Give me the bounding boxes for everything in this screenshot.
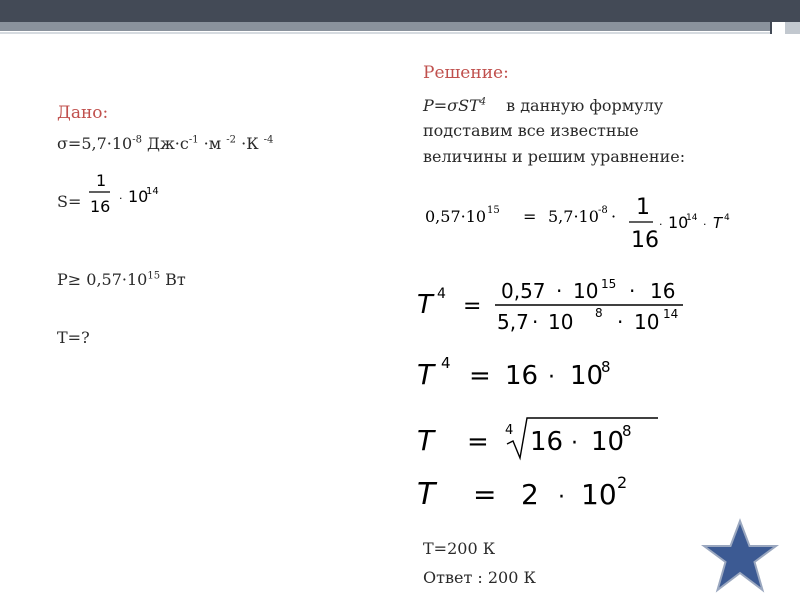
svg-text:·: · (617, 310, 624, 334)
svg-text:16: 16 (530, 427, 564, 457)
svg-text:4: 4 (441, 354, 451, 372)
svg-text:16: 16 (650, 279, 676, 303)
svg-text:T: T (417, 358, 435, 391)
svg-text:10: 10 (548, 310, 574, 334)
svg-text:8: 8 (595, 306, 603, 320)
svg-text:14: 14 (663, 307, 679, 321)
svg-text:4: 4 (505, 423, 514, 438)
svg-text:·: · (629, 279, 636, 303)
svg-text:10: 10 (128, 187, 149, 206)
svg-text:16: 16 (631, 228, 659, 253)
svg-text:·: · (571, 431, 578, 456)
svg-text:=: = (469, 361, 491, 391)
top-stripe (0, 22, 800, 31)
svg-text:4: 4 (437, 286, 446, 302)
svg-text:·: · (558, 485, 565, 510)
top-bar (0, 0, 800, 22)
equation-answer (413, 472, 673, 518)
svg-text:·: · (611, 207, 617, 226)
svg-text:16: 16 (505, 361, 539, 391)
area-label: S= (57, 192, 82, 211)
svg-text:·: · (703, 218, 707, 231)
svg-text:T: T (713, 214, 723, 232)
instruction-line-2: подставим все известные (423, 121, 639, 140)
svg-text:10: 10 (573, 279, 599, 303)
svg-text:=: = (467, 427, 489, 457)
svg-text:4: 4 (724, 213, 730, 223)
svg-text:=: = (473, 478, 497, 511)
equation-simplified (413, 352, 653, 398)
svg-text:8: 8 (601, 358, 611, 376)
svg-text:10: 10 (581, 478, 617, 511)
svg-text:-8: -8 (598, 205, 608, 216)
equation-substitution (423, 192, 743, 254)
svg-text:·: · (659, 218, 663, 231)
svg-text:1: 1 (636, 195, 650, 220)
find-value: T=? (57, 328, 90, 347)
svg-text:·: · (119, 192, 123, 205)
svg-text:14: 14 (686, 213, 698, 223)
svg-text:5,7: 5,7 (497, 310, 529, 334)
given-heading: Дано: (57, 103, 109, 123)
svg-text:2: 2 (521, 478, 539, 511)
solution-heading: Решение: (423, 63, 509, 83)
sigma-value: $\sigma=5,7\cdot 10^{-8}$ $Дж\cdot с^{-1} \cdot м$ $^{-2}$ ·К $^{-4}$ (57, 134, 274, 153)
star-icon (700, 518, 780, 594)
svg-text:10: 10 (591, 427, 625, 457)
star-nav-button[interactable] (700, 518, 780, 594)
answer-value: Ответ : 200 К (423, 568, 536, 587)
svg-text:T: T (417, 424, 435, 457)
svg-text:2: 2 (617, 473, 628, 492)
formula-line: P=σST$^4$ в данную формулу (423, 96, 664, 115)
svg-text:·: · (556, 279, 563, 303)
svg-text:5,7·10: 5,7·10 (548, 207, 599, 226)
svg-text:T: T (417, 477, 436, 512)
result-value: T=200 К (423, 539, 496, 558)
area-fraction (86, 168, 166, 218)
svg-text:=: = (463, 294, 482, 319)
svg-text:=: = (523, 207, 537, 226)
svg-text:16: 16 (90, 197, 111, 216)
top-divider (0, 32, 800, 34)
svg-text:10: 10 (634, 310, 660, 334)
svg-text:0,57: 0,57 (501, 279, 546, 303)
svg-text:1: 1 (96, 171, 107, 190)
svg-text:10: 10 (668, 213, 689, 232)
equation-fraction (413, 273, 693, 337)
corner-decoration-fill (785, 22, 800, 34)
svg-text:·: · (548, 365, 555, 390)
svg-text:8: 8 (622, 422, 632, 440)
svg-text:·: · (532, 310, 539, 334)
power-value: $P\ge 0,57\cdot 10^{15}$ Вт (57, 270, 186, 289)
equation-root (413, 414, 673, 466)
svg-text:15: 15 (487, 205, 500, 216)
instruction-line-3: величины и решим уравнение: (423, 147, 686, 166)
svg-text:15: 15 (601, 277, 617, 291)
svg-text:0,57·10: 0,57·10 (425, 207, 487, 226)
svg-text:14: 14 (146, 186, 159, 197)
svg-text:10: 10 (570, 361, 604, 391)
svg-text:T: T (417, 290, 433, 320)
